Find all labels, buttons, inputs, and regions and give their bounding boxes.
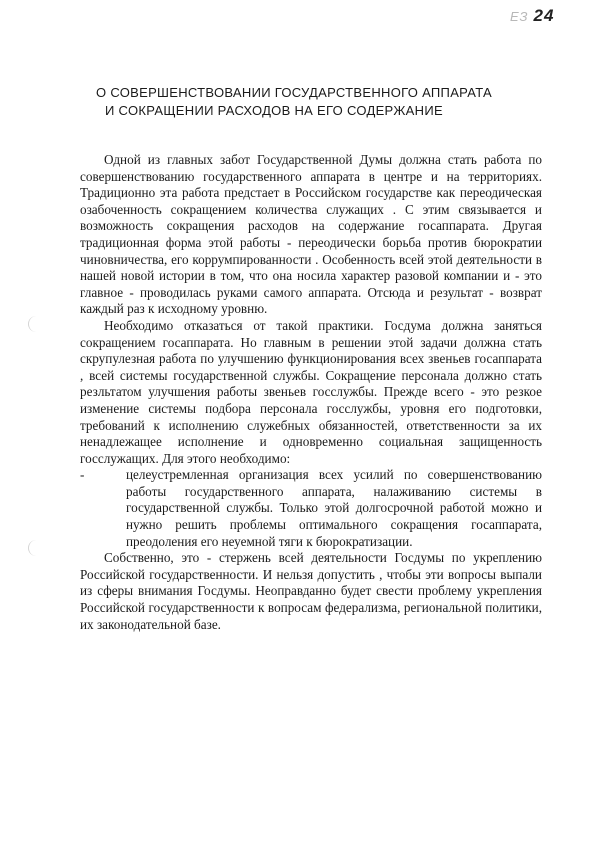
- page-number-mark: [510, 6, 554, 26]
- paragraph-3: Собственно, это - стержень всей деятельности Госдумы по укреплению Российской государственности. И нельзя допустить , чтобы эти вопросы выпали из сферы внимания Госдумы. Неоправданно будет свести проблему укрепления Российской государственности к вопросам федерализма, региональной политики, их законодательной базе.: [80, 550, 542, 632]
- page-number: 24: [533, 6, 555, 25]
- list-item: [80, 467, 542, 550]
- punch-hole-mark: [28, 316, 41, 332]
- title-line-2: И СОКРАЩЕНИИ РАСХОДОВ НА ЕГО СОДЕРЖАНИЕ: [105, 103, 443, 118]
- list-dash: -: [80, 467, 85, 483]
- paragraph-1: Одной из главных забот Государственной Думы должна стать работа по совершенствованию государственного аппарата в центре и на территориях. Традиционно эта работа предстает в Российском государстве как переодическая озабоченность сокращением количества служащих . С этим связывается и возможность сокращения расходов на содержание госаппарата. Другая традиционная форма этой работы - переодически борьба против бюрократии чиновничества, его коррумпированности . Особенность всей этой деятельности в нашей новой истории в том, что она носила характер разовой компании и - это главное - проводилась руками самого аппарата. Отсюда и результат - возврат каждый раз к исходному уровню.: [80, 152, 542, 317]
- archive-mark: ЕЗ: [510, 9, 529, 24]
- punch-hole-mark: [28, 540, 41, 556]
- document-body: [80, 152, 542, 633]
- title-line-1: О СОВЕРШЕНСТВОВАНИИ ГОСУДАРСТВЕННОГО АППАРАТА: [96, 85, 493, 100]
- list-item-text: целеустремленная организация всех усилий по совершенствованию работы государственного аппарата, налаживанию системы в государственной службы. Только этой долгосрочной работой можно и нужно решить проблемы оптимального сокращения госаппарата, преодоления его неуемной тяги к бюрократизации.: [126, 467, 542, 549]
- document-title: [96, 84, 556, 120]
- paragraph-2: Необходимо отказаться от такой практики. Госдума должна заняться сокращением госаппарата. Но главным в решении этой задачи должна стать скрупулезная работа по улучшению функционирования всех звеньев госаппарата , всей системы государственной службы. Сокращение персонала должно стать резльтатом улучшения работы звеньев госслужбы. Прежде всего - это резкое изменение системы подбора персонала госслужбы, уровня его подготовки, требований к исполнению служебных обязанностей, ответственности за их ненадлежащее исполнение и одновременно социальная защищенность госслужащих. Для этого необходимо:: [80, 317, 542, 466]
